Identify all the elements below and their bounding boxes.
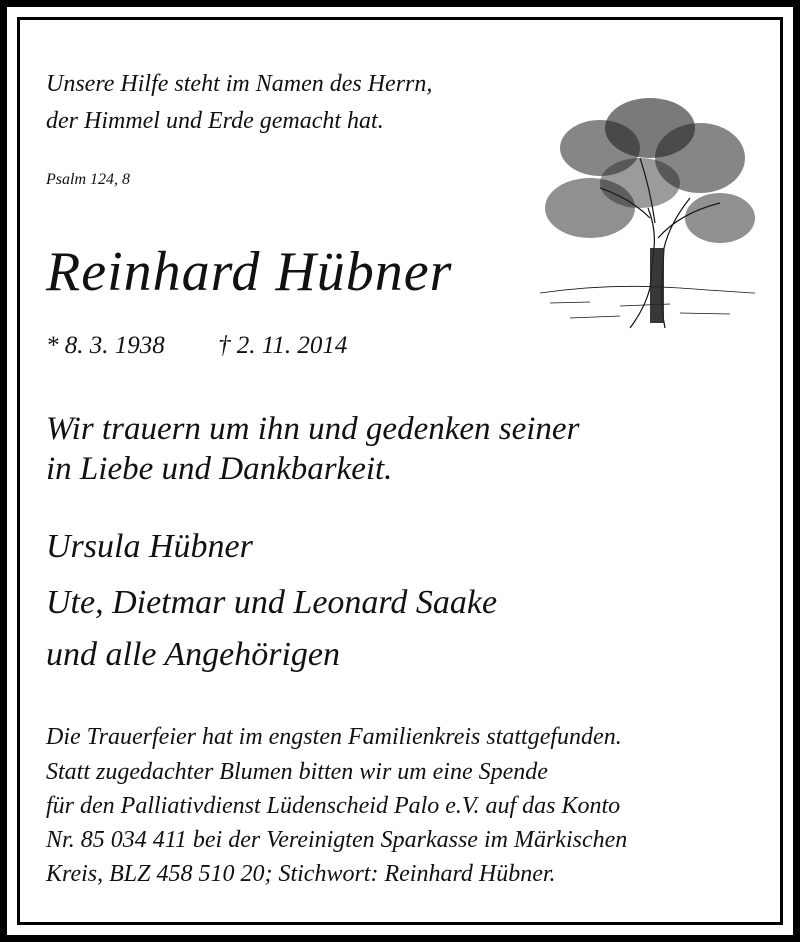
- verse-line-2: der Himmel und Erde gemacht hat.: [46, 108, 384, 134]
- deceased-name: Reinhard Hübner: [46, 241, 453, 303]
- verse-reference: Psalm 124, 8: [46, 171, 130, 188]
- donation-line-1: Statt zugedachter Blumen bitten wir um eine Spende: [46, 759, 548, 785]
- birth-date: * 8. 3. 1938: [46, 332, 165, 359]
- family-line-3: und alle Angehörigen: [46, 636, 340, 673]
- verse-line-1: Unsere Hilfe steht im Namen des Herrn,: [46, 71, 433, 97]
- death-date: † 2. 11. 2014: [218, 332, 348, 359]
- tree-illustration-icon: [530, 88, 760, 338]
- donation-line-4: Kreis, BLZ 458 510 20; Stichwort: Reinhard Hübner.: [46, 861, 556, 887]
- funeral-notice: Die Trauerfeier hat im engsten Familienkreis stattgefunden.: [46, 724, 622, 750]
- mourning-line-2: in Liebe und Dankbarkeit.: [46, 451, 393, 487]
- mourning-line-1: Wir trauern um ihn und gedenken seiner: [46, 411, 580, 447]
- donation-line-2: für den Palliativdienst Lüdenscheid Palo e.V. auf das Konto: [46, 793, 621, 819]
- donation-line-3: Nr. 85 034 411 bei der Vereinigten Sparkasse im Märkischen: [46, 827, 628, 853]
- family-line-1: Ursula Hübner: [46, 528, 253, 565]
- family-line-2: Ute, Dietmar und Leonard Saake: [46, 584, 498, 621]
